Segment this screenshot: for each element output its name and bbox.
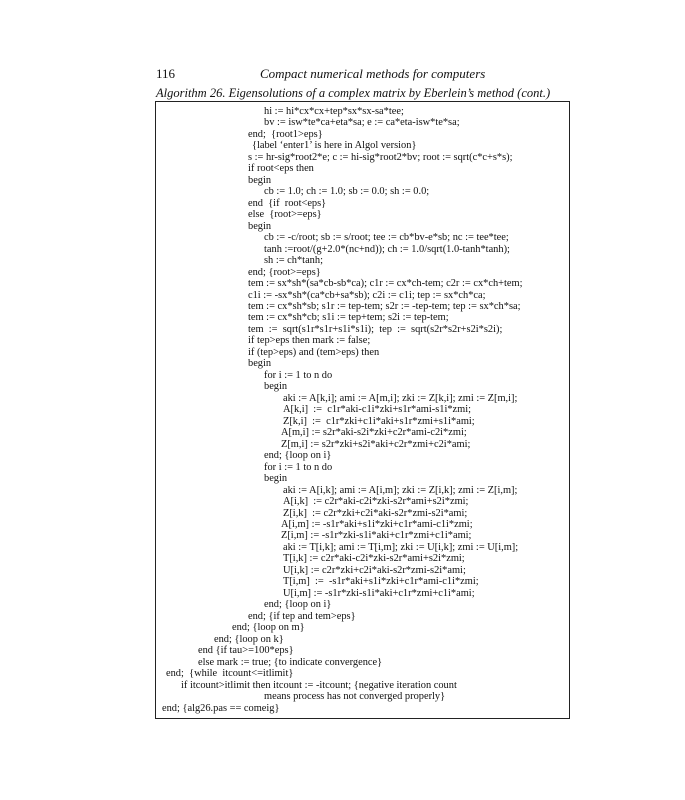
code-line: Z[i,m] := -s1r*zki-s1i*aki+c1r*zmi+c1i*ami; <box>281 530 472 542</box>
code-line: A[i,k] := c2r*aki-c2i*zki-s2r*ami+s2i*zmi; <box>283 496 469 508</box>
code-line: cb := 1.0; ch := 1.0; sb := 0.0; sh := 0.0; <box>264 186 430 198</box>
code-line: end; {loop on i} <box>264 599 332 611</box>
code-line: if itcount>itlimit then itcount := -itcount; {negative iteration count <box>181 679 457 691</box>
code-line: Z[k,i] := c1r*zki+c1i*aki+s1r*zmi+s1i*ami; <box>283 415 475 427</box>
code-line: begin <box>264 473 288 485</box>
code-line: end; {root1>eps} <box>248 128 323 140</box>
code-line: cb := -c/root; sb := s/root; tee := cb*bv-e*sb; nc := tee*tee; <box>264 232 509 244</box>
code-line: end; {while itcount<=itlimit} <box>166 668 294 680</box>
code-line: tem := cx*sh*cb; s1i := tep+tem; s2i := tep-tem; <box>248 312 449 324</box>
code-line: sh := ch*tanh; <box>264 255 323 267</box>
code-line: bv := isw*te*ca+eta*sa; e := ca*eta-isw*te*sa; <box>264 117 460 129</box>
code-line: tem := sqrt(s1r*s1r+s1i*s1i); tep := sqrt(s2r*s2r+s2i*s2i); <box>248 323 503 335</box>
code-line: end {if root<eps} <box>248 197 327 209</box>
code-line: aki := A[i,k]; ami := A[i,m]; zki := Z[i,k]; zmi := Z[i,m]; <box>283 484 518 496</box>
code-line: for i := 1 to n do <box>264 461 333 473</box>
code-line: tanh :=root/(g+2.0*(nc+nd)); ch := 1.0/sqrt(1.0-tanh*tanh); <box>264 243 510 255</box>
code-line: aki := T[i,k]; ami := T[i,m]; zki := U[i,k]; zmi := U[i,m]; <box>283 541 519 553</box>
code-line: U[i,k] := c2r*zki+c2i*aki-s2r*zmi-s2i*ami; <box>283 564 466 576</box>
code-line: begin <box>248 174 272 186</box>
code-line: begin <box>248 358 272 370</box>
code-line: T[i,k] := c2r*aki-c2i*zki-s2r*ami+s2i*zmi; <box>283 553 465 565</box>
code-line: c1i := -sx*sh*(ca*cb+sa*sb); c2i := c1i; tep := sx*ch*ca; <box>248 289 486 301</box>
code-line: else mark := true; {to indicate convergence} <box>198 656 383 668</box>
code-line: aki := A[k,i]; ami := A[m,i]; zki := Z[k,i]; zmi := Z[m,i]; <box>283 392 518 404</box>
code-line: begin <box>248 220 272 232</box>
page-number: 116 <box>156 66 176 81</box>
code-line: end; {loop on m} <box>232 622 305 634</box>
code-line: s := hr-sig*root2*e; c := hi-sig*root2*bv; root := sqrt(c*c+s*s); <box>248 151 513 163</box>
code-line: T[i,m] := -s1r*aki+s1i*zki+c1r*ami-c1i*zmi; <box>283 576 479 588</box>
code-line: if root<eps then <box>248 163 314 175</box>
code-line: end; {if tep and tem>eps} <box>248 610 356 622</box>
code-line: begin <box>264 381 288 393</box>
code-line: {label ‘enter1’ is here in Algol version} <box>252 140 417 152</box>
code-line: means process has not converged properly} <box>264 691 446 703</box>
code-line: Z[i,k] := c2r*zki+c2i*aki-s2r*zmi-s2i*ami; <box>283 507 468 519</box>
code-line: tem := cx*sh*sb; s1r := tep-tem; s2r := -tep-tem; tep := sx*ch*sa; <box>248 301 521 313</box>
code-line: A[i,m] := -s1r*aki+s1i*zki+c1r*ami-c1i*zmi; <box>281 518 473 530</box>
code-line: end; {root>=eps} <box>248 266 321 278</box>
code-line: if tep>eps then mark := false; <box>248 335 371 347</box>
code-line: end {if tau>=100*eps} <box>198 645 294 657</box>
code-line: end; {loop on i} <box>264 450 332 462</box>
code-line: A[m,i] := s2r*aki-s2i*zki+c2r*ami-c2i*zmi; <box>281 427 467 439</box>
code-line: if (tep>eps) and (tem>eps) then <box>248 346 380 358</box>
code-line: else {root>=eps} <box>248 209 322 221</box>
code-line: hi := hi*cx*cx+tep*sx*sx-sa*tee; <box>264 106 404 117</box>
code-line: A[k,i] := c1r*aki-c1i*zki+s1r*ami-s1i*zmi; <box>283 404 472 416</box>
code-line: end; {alg26.pas == comeig} <box>162 702 280 714</box>
algorithm-caption: Algorithm 26. Eigensolutions of a complex matrix by Eberlein’s method (cont.) <box>156 86 551 100</box>
code-line: tem := sx*sh*(sa*cb-sb*ca); c1r := cx*ch-tem; c2r := cx*ch+tem; <box>248 278 523 290</box>
code-listing-box <box>155 101 570 719</box>
running-title: Compact numerical methods for computers <box>260 66 486 81</box>
code-line: end; {loop on k} <box>214 633 284 645</box>
code-line: for i := 1 to n do <box>264 369 333 381</box>
code-line: U[i,m] := -s1r*zki-s1i*aki+c1r*zmi+c1i*ami; <box>283 587 475 599</box>
code-line: Z[m,i] := s2r*zki+s2i*aki+c2r*zmi+c2i*ami; <box>281 438 471 450</box>
